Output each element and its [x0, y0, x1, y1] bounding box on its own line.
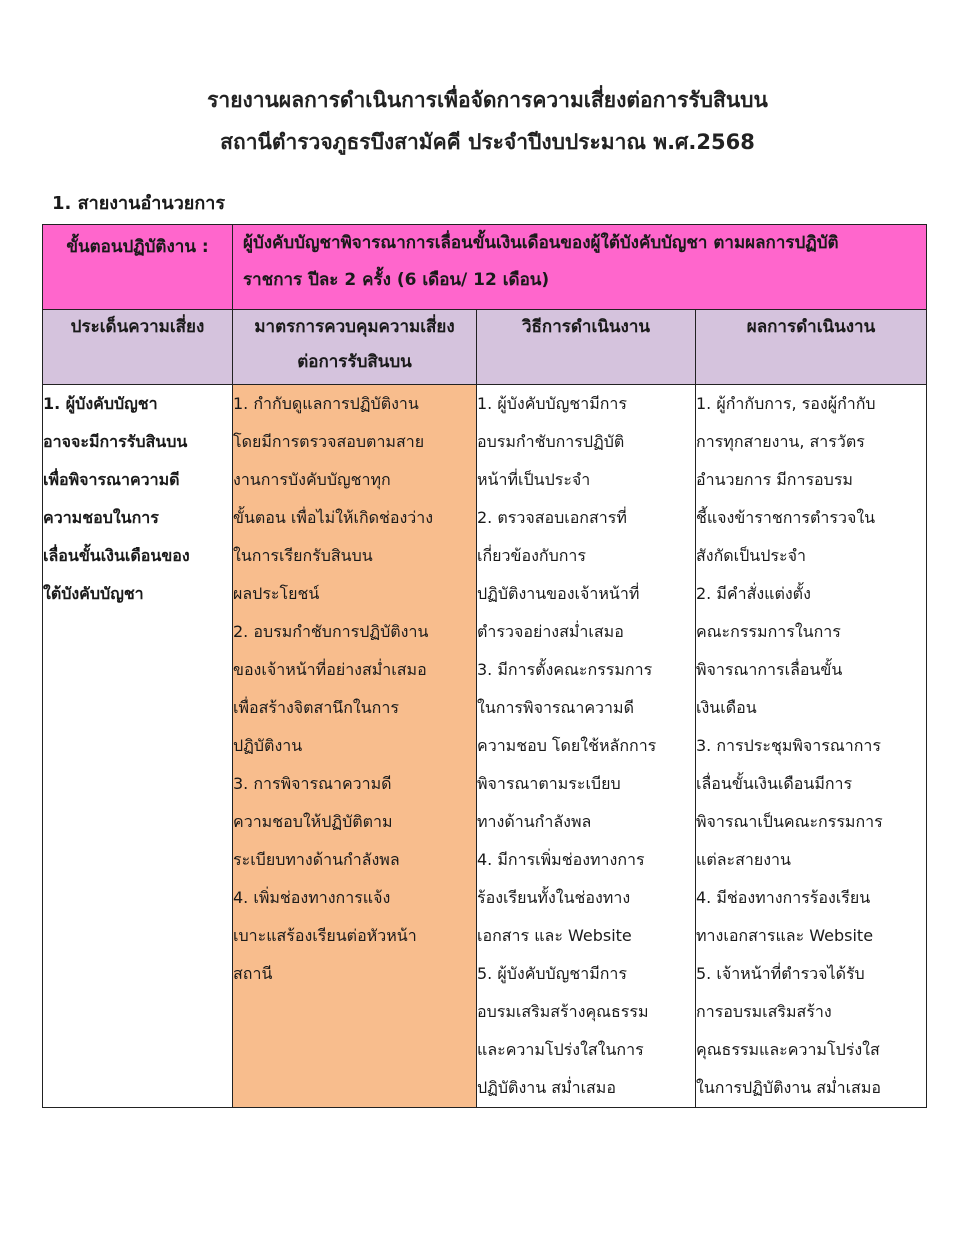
- cell-line: สังกัดเป็นประจำ: [696, 546, 806, 565]
- cell-line: 5. ผู้บังคับบัญชามีการ: [477, 964, 627, 983]
- cell-line: เกี่ยวข้องกับการ: [477, 546, 586, 565]
- table-row: [43, 385, 927, 1108]
- cell-line: 4. เพิ่มช่องทางการแจ้ง: [233, 888, 391, 907]
- risk-issue-cell: [43, 385, 233, 1108]
- control-measures-cell: [233, 385, 477, 1108]
- cell-line: 2. ตรวจสอบเอกสารที่: [477, 508, 627, 527]
- cell-line: ร้องเรียนทั้งในช่องทาง: [477, 888, 631, 907]
- cell-line: 4. มีการเพิ่มช่องทางการ: [477, 850, 645, 869]
- cell-line: คุณธรรมและความโปร่งใส: [696, 1040, 880, 1059]
- cell-line: พิจารณาตามระเบียบ: [477, 774, 621, 793]
- cell-line: ความชอบในการ: [43, 508, 159, 527]
- cell-line: เอกสาร และ Website: [477, 926, 632, 945]
- cell-line: ในการพิจารณาความดี: [477, 698, 634, 717]
- cell-line: หน้าที่เป็นประจำ: [477, 470, 591, 489]
- cell-line: 1. กำกับดูแลการปฏิบัติงาน: [233, 394, 419, 413]
- implementation-method-cell: [477, 385, 696, 1108]
- cell-line: ระเบียบทางด้านกำลังพล: [233, 850, 400, 869]
- procedure-text-line: ผู้บังคับบัญชาพิจารณาการเลื่อนขั้นเงินเดือนของผู้ใต้บังคับบัญชา ตามผลการปฏิบัติ: [243, 233, 839, 253]
- cell-line: โดยมีการตรวจสอบตามสาย: [233, 432, 425, 451]
- cell-line: พิจารณาเป็นคณะกรรมการ: [696, 812, 883, 831]
- cell-line: ปฏิบัติงาน สม่ำเสมอ: [477, 1078, 616, 1097]
- cell-line: ชี้แจงข้าราชการตำรวจใน: [696, 508, 876, 527]
- cell-line: 4. มีช่องทางการร้องเรียน: [696, 888, 871, 907]
- cell-line: 1. ผู้บังคับบัญชามีการ: [477, 394, 627, 413]
- cell-line: เพื่อสร้างจิตสานึกในการ: [233, 698, 399, 717]
- procedure-description: [233, 225, 927, 310]
- section-heading: 1. สายงานอำนวยการ: [52, 193, 226, 214]
- cell-line: อาจจะมีการรับสินบน: [43, 432, 188, 451]
- cell-line: 5. เจ้าหน้าที่ตำรวจได้รับ: [696, 964, 865, 983]
- cell-line: ขั้นตอน เพื่อไม่ให้เกิดช่องว่าง: [233, 508, 434, 527]
- cell-line: ในการเรียกรับสินบน: [233, 546, 373, 565]
- header-control-measures-line: ต่อการรับสินบน: [297, 352, 412, 372]
- cell-line: พิจารณาการเลื่อนขั้น: [696, 660, 843, 679]
- cell-line: ใต้บังคับบัญชา: [43, 584, 144, 603]
- cell-line: ในการปฏิบัติงาน สม่ำเสมอ: [696, 1078, 881, 1097]
- header-results: ผลการดำเนินงาน: [696, 310, 927, 385]
- cell-line: เบาะแสร้องเรียนต่อหัวหน้า: [233, 926, 417, 945]
- cell-line: อบรมเสริมสร้างคุณธรรม: [477, 1002, 649, 1021]
- document-title-line-1: รายงานผลการดำเนินการเพื่อจัดการความเสี่ยงต่อการรับสินบน: [207, 88, 768, 112]
- cell-line: และความโปร่งใสในการ: [477, 1040, 644, 1059]
- cell-line: ของเจ้าหน้าที่อย่างสม่ำเสมอ: [233, 660, 427, 679]
- cell-line: อำนวยการ มีการอบรม: [696, 470, 853, 489]
- cell-line: ปฏิบัติงาน: [233, 736, 303, 755]
- cell-line: ทางด้านกำลังพล: [477, 812, 592, 831]
- cell-line: ตำรวจอย่างสม่ำเสมอ: [477, 622, 624, 641]
- cell-line: ความชอบ โดยใช้หลักการ: [477, 736, 657, 755]
- cell-line: แต่ละสายงาน: [696, 850, 791, 869]
- cell-line: 3. การพิจารณาความดี: [233, 774, 392, 793]
- cell-line: อบรมกำชับการปฏิบัติ: [477, 432, 625, 451]
- cell-line: 1. ผู้กำกับการ, รองผู้กำกับ: [696, 394, 876, 413]
- cell-line: 3. มีการตั้งคณะกรรมการ: [477, 660, 653, 679]
- cell-line: 3. การประชุมพิจารณาการ: [696, 736, 881, 755]
- cell-line: งานการบังคับบัญชาทุก: [233, 470, 391, 489]
- header-implementation-method: วิธีการดำเนินงาน: [477, 310, 696, 385]
- cell-line: 2. อบรมกำชับการปฏิบัติงาน: [233, 622, 429, 641]
- header-row: [43, 310, 927, 385]
- cell-line: คณะกรรมการในการ: [696, 622, 841, 641]
- cell-line: 2. มีคำสั่งแต่งตั้ง: [696, 584, 811, 603]
- cell-line: การอบรมเสริมสร้าง: [696, 1002, 832, 1021]
- procedure-label: ขั้นตอนปฏิบัติงาน :: [43, 225, 233, 310]
- procedure-row: [43, 225, 927, 310]
- document-title-line-2: สถานีตำรวจภูธรบึงสามัคคี ประจำปีงบประมาณ พ.ศ.2568: [220, 130, 755, 154]
- cell-line: ทางเอกสารและ Website: [696, 926, 874, 945]
- risk-management-table: [42, 224, 927, 1108]
- cell-line: การทุกสายงาน, สารวัตร: [696, 432, 865, 451]
- procedure-text-line: ราชการ ปีละ 2 ครั้ง (6 เดือน/ 12 เดือน): [243, 270, 550, 290]
- cell-line: เงินเดือน: [696, 698, 757, 717]
- header-control-measures-line: มาตรการควบคุมความเสี่ยง: [254, 317, 455, 337]
- results-cell: [696, 385, 927, 1108]
- cell-line: เพื่อพิจารณาความดี: [43, 470, 180, 489]
- header-risk-issue: ประเด็นความเสี่ยง: [43, 310, 233, 385]
- cell-line: ผลประโยชน์: [233, 584, 320, 603]
- header-control-measures: [233, 310, 477, 385]
- cell-line: ความชอบให้ปฏิบัติตาม: [233, 812, 393, 831]
- cell-line: สถานี: [233, 964, 273, 983]
- cell-line: เลื่อนขั้นเงินเดือนมีการ: [696, 774, 853, 793]
- cell-line: เลื่อนขั้นเงินเดือนของ: [43, 546, 190, 565]
- cell-line: ปฏิบัติงานของเจ้าหน้าที่: [477, 584, 640, 603]
- cell-line: 1. ผู้บังคับบัญชา: [43, 394, 158, 413]
